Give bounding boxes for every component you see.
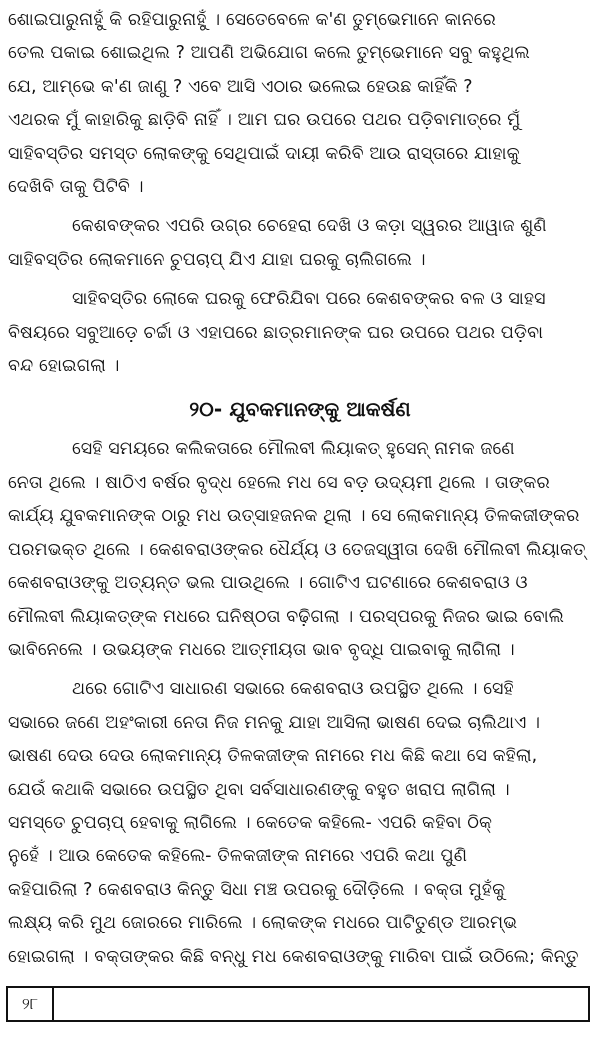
page-footer bbox=[6, 986, 590, 1022]
text-line: ବନ୍ଦ ହୋଇଗଲା । bbox=[8, 356, 120, 377]
text-line: ସଭାରେ ଜଣେ ଅହଂକାରୀ ନେତା ନିଜ ମନକୁ ଯାହା ଆସିଲା ଭାଷଣ ଦେଇ ଚାଲିଥାଏ । bbox=[8, 712, 541, 733]
paragraph-2 bbox=[8, 210, 592, 277]
text-line: ସାହିବସ୍ତିର ସମସ୍ତ ଲୋକଙ୍କୁ ସେଥିପାଇଁ ଦାୟୀ କରିବି ଆଉ ରାସ୍ତାରେ ଯାହାକୁ bbox=[8, 143, 520, 164]
text-line: ଲକ୍ଷ୍ୟ କରି ମୁଥ ଜୋରରେ ମାରିଲେ । ଲୋକଙ୍କ ମଧରେ ପାଟିତୁଣ୍ଡ ଆରମ୍ଭ bbox=[8, 913, 518, 934]
text-line: ମୌଲବୀ ଲିୟାକତ୍‌ଙ୍କ ମଧରେ ଘନିଷ୍ଠତା ବଢ଼ିଗଲା । ପରସ୍ପରକୁ ନିଜର ଭାଇ ବୋଲି bbox=[8, 606, 564, 627]
paragraph-1 bbox=[8, 4, 592, 204]
text-line: ଯେ, ଆମ୍ଭେ କ'ଣ ଜାଣୁ ? ଏବେ ଆସି ଏଠାର ଭଲେଇ ହେଉଛ କାହିଁକି ? bbox=[8, 76, 473, 97]
text-line: ଦେଖିବି ତାକୁ ପିଟିବି । bbox=[8, 177, 144, 198]
text-line: କହିପାରିଲା ? କେଶବରାଓ କିନ୍ତୁ ସିଧା ମଞ୍ଚ ଉପରକୁ ଦୌଡ଼ିଲେ । ବକ୍ତା ମୁହଁକୁ bbox=[8, 879, 506, 900]
text-line: କାର୍ଯ୍ୟ ଯୁବକମାନଙ୍କ ଠାରୁ ମଧ ଉତ୍ସାହଜନକ ଥିଲା । ସେ ଲୋକମାନ୍ୟ ତିଳକଜୀଙ୍କର bbox=[8, 506, 580, 527]
text-line: ଏଥରକ ମୁଁ କାହାରିକୁ ଛାଡ଼ିବି ନାହିଁ । ଆମ ଘର ଉପରେ ପଥର ପଡ଼ିବାମାତ୍ରେ ମୁଁ bbox=[8, 110, 521, 131]
text-line: ବିଷୟରେ ସବୁଆଡ଼େ ଚର୍ଚ୍ଚା ଓ ଏହାପରେ ଛାତ୍ରମାନଙ୍କ ଘର ଉପରେ ପଥର ପଡ଼ିବା bbox=[8, 322, 544, 343]
paragraph-3 bbox=[8, 283, 592, 383]
paragraph-4 bbox=[8, 433, 592, 667]
text-line: ତେଲ ପକାଇ ଶୋଇଥିଲ ? ଆପଣି ଅଭିଯୋଗ କଲେ ତୁମ୍ଭେମାନେ ସବୁ କହୁଥିଲ bbox=[8, 43, 530, 64]
text-line: ହୋଇଗଲା । ବକ୍ତାଙ୍କର କିଛି ବନ୍ଧୁ ମଧ କେଶବରାଓଙ୍କୁ ମାରିବା ପାଇଁ ଉଠିଲେ; କିନ୍ତୁ bbox=[8, 946, 579, 967]
page-number: ୨୮ bbox=[8, 988, 54, 1020]
text-line: ଭାଷଣ ଦେଉ ଦେଉ ଲୋକମାନ୍ୟ ତିଳକଜୀଙ୍କ ନାମରେ ମଧ କିଛି କଥା ସେ କହିଲା, bbox=[8, 746, 538, 767]
text-line: ସେହି ସମୟରେ କଲିକତାରେ ମୌଲବୀ ଲିୟାକତ୍ ହୁସେନ୍ ନାମକ ଜଣେ bbox=[72, 439, 515, 460]
text-line: କେଶବରାଓଙ୍କୁ ଅତ୍ୟନ୍ତ ଭଲ ପାଉଥିଲେ । ଗୋଟିଏ ଘଟଣାରେ କେଶବରାଓ ଓ bbox=[8, 573, 528, 594]
text-line: ଶୋଇପାରୁନାହୁଁ କି ରହିପାରୁନାହୁଁ । ସେତେବେଳେ କ'ଣ ତୁମ୍ଭେମାନେ କାନରେ bbox=[8, 10, 496, 30]
body-text bbox=[8, 4, 592, 980]
section-heading: ୨୦- ଯୁବକମାନଙ୍କୁ ଆକର୍ଷଣ bbox=[189, 397, 411, 422]
paragraph-5 bbox=[8, 673, 592, 974]
text-line: ଭାବିନେଲେ । ଉଭୟଙ୍କ ମଧରେ ଆତ୍ମୀୟତା ଭାବ ବୃଦ୍ଧି ପାଇବାକୁ ଲାଗିଲା । bbox=[8, 639, 515, 660]
text-line: ନୁହେଁ । ଆଉ କେତେକ କହିଲେ- ତିଳକଜୀଙ୍କ ନାମରେ ଏପରି କଥା ପୁଣି bbox=[8, 846, 468, 867]
text-line: ସମସ୍ତେ ଚୁପଚାପ୍ ହେବାକୁ ଲାଗିଲେ । କେତେକ କହିଲେ- ଏପରି କହିବା ଠିକ୍ bbox=[8, 812, 493, 833]
text-line: ସାହିବସ୍ତିର ଲୋକେ ଘରକୁ ଫେରିଯିବା ପରେ କେଶବଙ୍କର ବଳ ଓ ସାହସ bbox=[72, 289, 546, 310]
text-line: ନେତା ଥିଲେ । ଷାଠିଏ ବର୍ଷର ବୃଦ୍ଧ ହେଲେ ମଧ ସେ ବଡ଼ ଉଦ୍ୟମୀ ଥିଲେ । ତାଙ୍କର bbox=[8, 472, 550, 493]
text-line: ପରମଭକ୍ତ ଥିଲେ । କେଶବରାଓଙ୍କର ଧୈର୍ଯ୍ୟ ଓ ତେଜସ୍ୱୀତା ଦେଖି ମୌଲବୀ ଲିୟାକତ୍ bbox=[8, 539, 586, 560]
text-line: ଯେଉଁ କଥାକି ସଭାରେ ଉପସ୍ଥିତ ଥିବା ସର୍ବସାଧାରଣଙ୍କୁ ବହୁତ ଖରାପ ଲାଗିଲା । bbox=[8, 779, 510, 800]
text-line: ଥରେ ଗୋଟିଏ ସାଧାରଣ ସଭାରେ କେଶବରାଓ ଉପସ୍ଥିତ ଥିଲେ । ସେହି bbox=[72, 679, 514, 700]
text-line: କେଶବଙ୍କର ଏପରି ଉଗ୍ର ଚେହେରା ଦେଖି ଓ କଡ଼ା ସ୍ୱରର ଆୱାଜ ଶୁଣି bbox=[72, 216, 547, 237]
text-line: ସାହିବସ୍ତିର ଲୋକମାନେ ଚୁପଚାପ୍ ଯିଏ ଯାହା ଘରକୁ ଚାଲିଗଲେ । bbox=[8, 249, 426, 270]
